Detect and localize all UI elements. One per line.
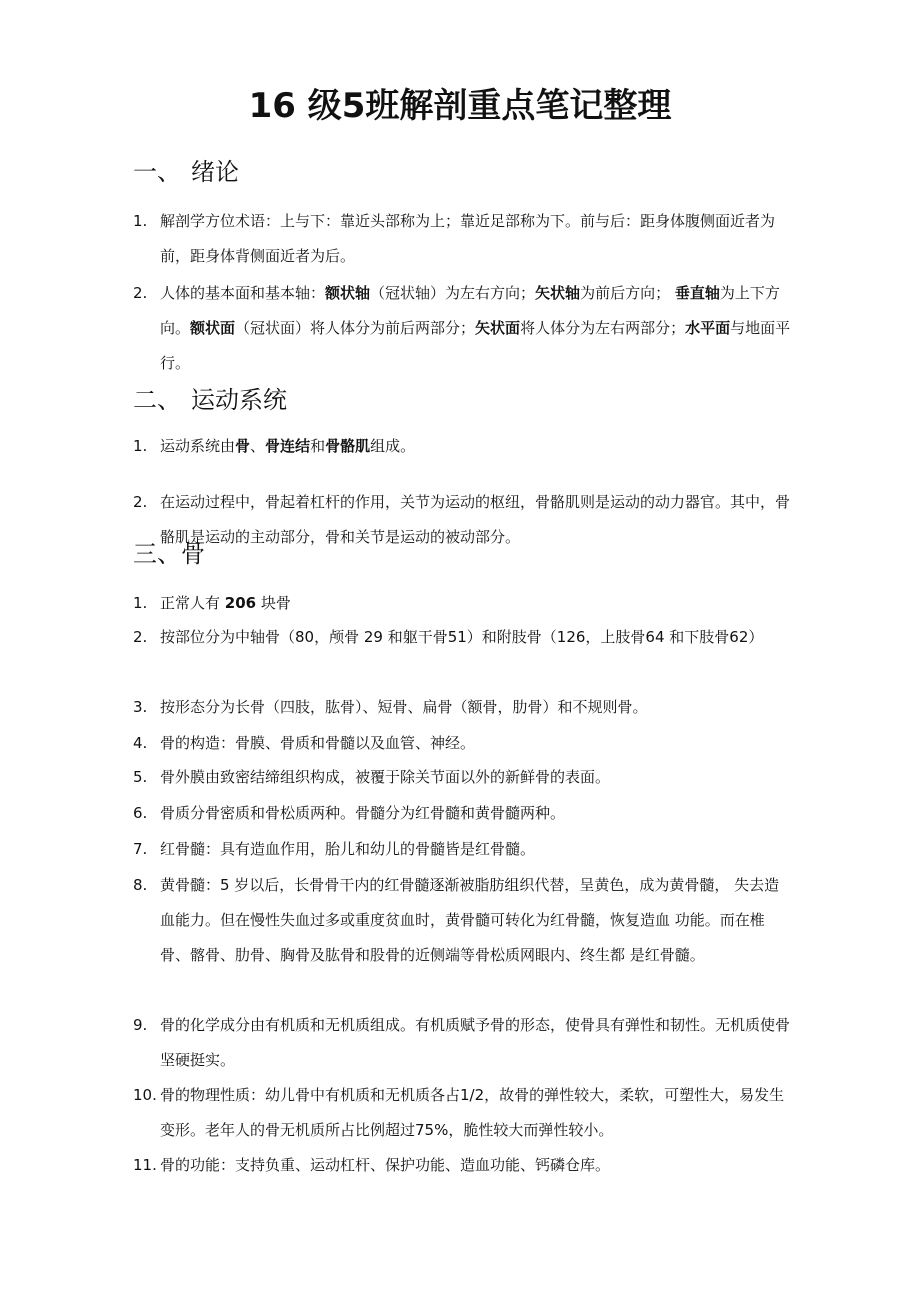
list-item-text (160, 690, 793, 725)
text-run: （冠状面）将人体分为前后两部分； (235, 319, 476, 337)
text-run: 骨的构造：骨膜、骨质和骨髓以及血管、神经。 (160, 734, 476, 752)
section-number: 三、 (133, 540, 181, 568)
section-heading (133, 155, 239, 189)
list-item-number: 1. (133, 594, 148, 612)
list-item (133, 1148, 793, 1183)
bold-term: 矢状面 (475, 319, 521, 337)
text-run: 人体的基本面和基本轴： (160, 284, 326, 302)
list-item (133, 276, 793, 381)
text-run: 运动系统由 (160, 437, 236, 455)
list-item (133, 1008, 793, 1078)
document-title: 16 级5班解剖重点笔记整理 (248, 86, 672, 126)
text-run: 骨质分骨密质和骨松质两种。骨髓分为红骨髓和黄骨髓两种。 (160, 804, 566, 822)
list-item (133, 868, 793, 973)
section-number: 二、 (133, 386, 181, 414)
text-run: 与地面平行。 (160, 319, 791, 372)
list-item-number: 11. (133, 1156, 157, 1174)
list-item (133, 796, 793, 831)
text-run: 和 (310, 437, 326, 455)
text-run: 组成。 (370, 437, 416, 455)
list-item-text (160, 204, 793, 274)
section-heading (133, 383, 287, 417)
section-title: 运动系统 (191, 386, 287, 414)
list-item-number: 7. (133, 840, 148, 858)
text-run: 、 (250, 437, 266, 455)
text-run: （冠状轴）为左右方向； (370, 284, 536, 302)
bold-term: 骨连结 (265, 437, 311, 455)
list-item-number: 9. (133, 1016, 148, 1034)
list-item-number: 1. (133, 437, 148, 455)
section-title: 骨 (181, 540, 205, 568)
list-item-text (160, 868, 793, 973)
bold-term: 额状面 (190, 319, 236, 337)
list-item-text (160, 276, 793, 381)
text-run: 在运动过程中，骨起着杠杆的作用，关节为运动的枢纽，骨骼肌则是运动的动力器官。其中，骨骼肌是运动的主动部分，骨和关节是运动的被动部分。 (160, 493, 791, 546)
bold-term: 矢状轴 (535, 284, 581, 302)
section-number: 一、 (133, 158, 181, 186)
list-item-number: 2. (133, 493, 148, 511)
list-item-text (160, 796, 793, 831)
list-item-text (160, 586, 793, 621)
list-item-text (160, 726, 793, 761)
list-item (133, 586, 793, 621)
list-item-text (160, 832, 793, 867)
bold-term: 垂直轴 (674, 284, 720, 302)
list-item (133, 429, 793, 464)
list-item (133, 832, 793, 867)
text-run: 解剖学方位术语：上与下：靠近头部称为上；靠近足部称为下。前与后：距身体腹侧面近者为前，距身体背侧面近者为后。 (160, 212, 776, 265)
list-item-number: 10. (133, 1086, 157, 1104)
bold-term: 206 (224, 594, 257, 612)
bold-term: 额状轴 (325, 284, 371, 302)
list-item-text (160, 1148, 793, 1183)
text-run: 骨外膜由致密结缔组织构成，被覆于除关节面以外的新鲜骨的表面。 (160, 768, 611, 786)
text-run: 块骨 (256, 594, 291, 612)
list-item (133, 620, 793, 655)
list-item-number: 2. (133, 628, 148, 646)
list-item-text (160, 1008, 793, 1078)
text-run: 将人体分为左右两部分； (520, 319, 686, 337)
list-item-number: 3. (133, 698, 148, 716)
list-item (133, 485, 793, 555)
text-run: 为前后方向； (580, 284, 675, 302)
section-heading (133, 537, 205, 571)
text-run: 为上下方向。 (160, 284, 780, 337)
list-item-text (160, 620, 793, 655)
list-item-text (160, 760, 793, 795)
list-item-number: 1. (133, 212, 148, 230)
list-item-text (160, 429, 793, 464)
text-run: 骨的化学成分由有机质和无机质组成。有机质赋予骨的形态，使骨具有弹性和韧性。无机质使骨坚硬挺实。 (160, 1016, 791, 1069)
text-run: 按形态分为长骨（四肢，肱骨）、短骨、扁骨（额骨，肋骨）和不规则骨。 (160, 698, 648, 716)
bold-term: 水平面 (685, 319, 731, 337)
section-title: 绪论 (191, 158, 239, 186)
list-item-number: 6. (133, 804, 148, 822)
list-item-number: 2. (133, 284, 148, 302)
text-run: 正常人有 (160, 594, 225, 612)
list-item-number: 5. (133, 768, 148, 786)
list-item-text (160, 485, 793, 555)
list-item (133, 690, 793, 725)
text-run: 骨的功能：支持负重、运动杠杆、保护功能、造血功能、钙磷仓库。 (160, 1156, 611, 1174)
list-item (133, 1078, 793, 1148)
text-run: 黄骨髓：5 岁以后，长骨骨干内的红骨髓逐渐被脂肪组织代替，呈黄色，成为黄骨髓， 失去造血能力。但在慢性失血过多或重度贫血时，黄骨髓可转化为红骨髓，恢复造血 功能。而在椎骨、髂骨、肋骨、胸骨及肱骨和股骨的近侧端等骨松质网眼内、终生都 是红骨髓。 (160, 876, 780, 964)
list-item-text (160, 1078, 793, 1148)
text-run: 按部位分为中轴骨（80，颅骨 29 和躯干骨51）和附肢骨（126，上肢骨64 和下肢骨62） (160, 628, 764, 646)
list-item-number: 4. (133, 734, 148, 752)
list-item (133, 726, 793, 761)
text-run: 红骨髓：具有造血作用，胎儿和幼儿的骨髓皆是红骨髓。 (160, 840, 536, 858)
text-run: 骨的物理性质：幼儿骨中有机质和无机质各占1/2，故骨的弹性较大，柔软，可塑性大，易发生变形。老年人的骨无机质所占比例超过75%，脆性较大而弹性较小。 (160, 1086, 785, 1139)
list-item-number: 8. (133, 876, 148, 894)
list-item (133, 204, 793, 274)
list-item (133, 760, 793, 795)
bold-term: 骨骼肌 (325, 437, 371, 455)
bold-term: 骨 (235, 437, 251, 455)
